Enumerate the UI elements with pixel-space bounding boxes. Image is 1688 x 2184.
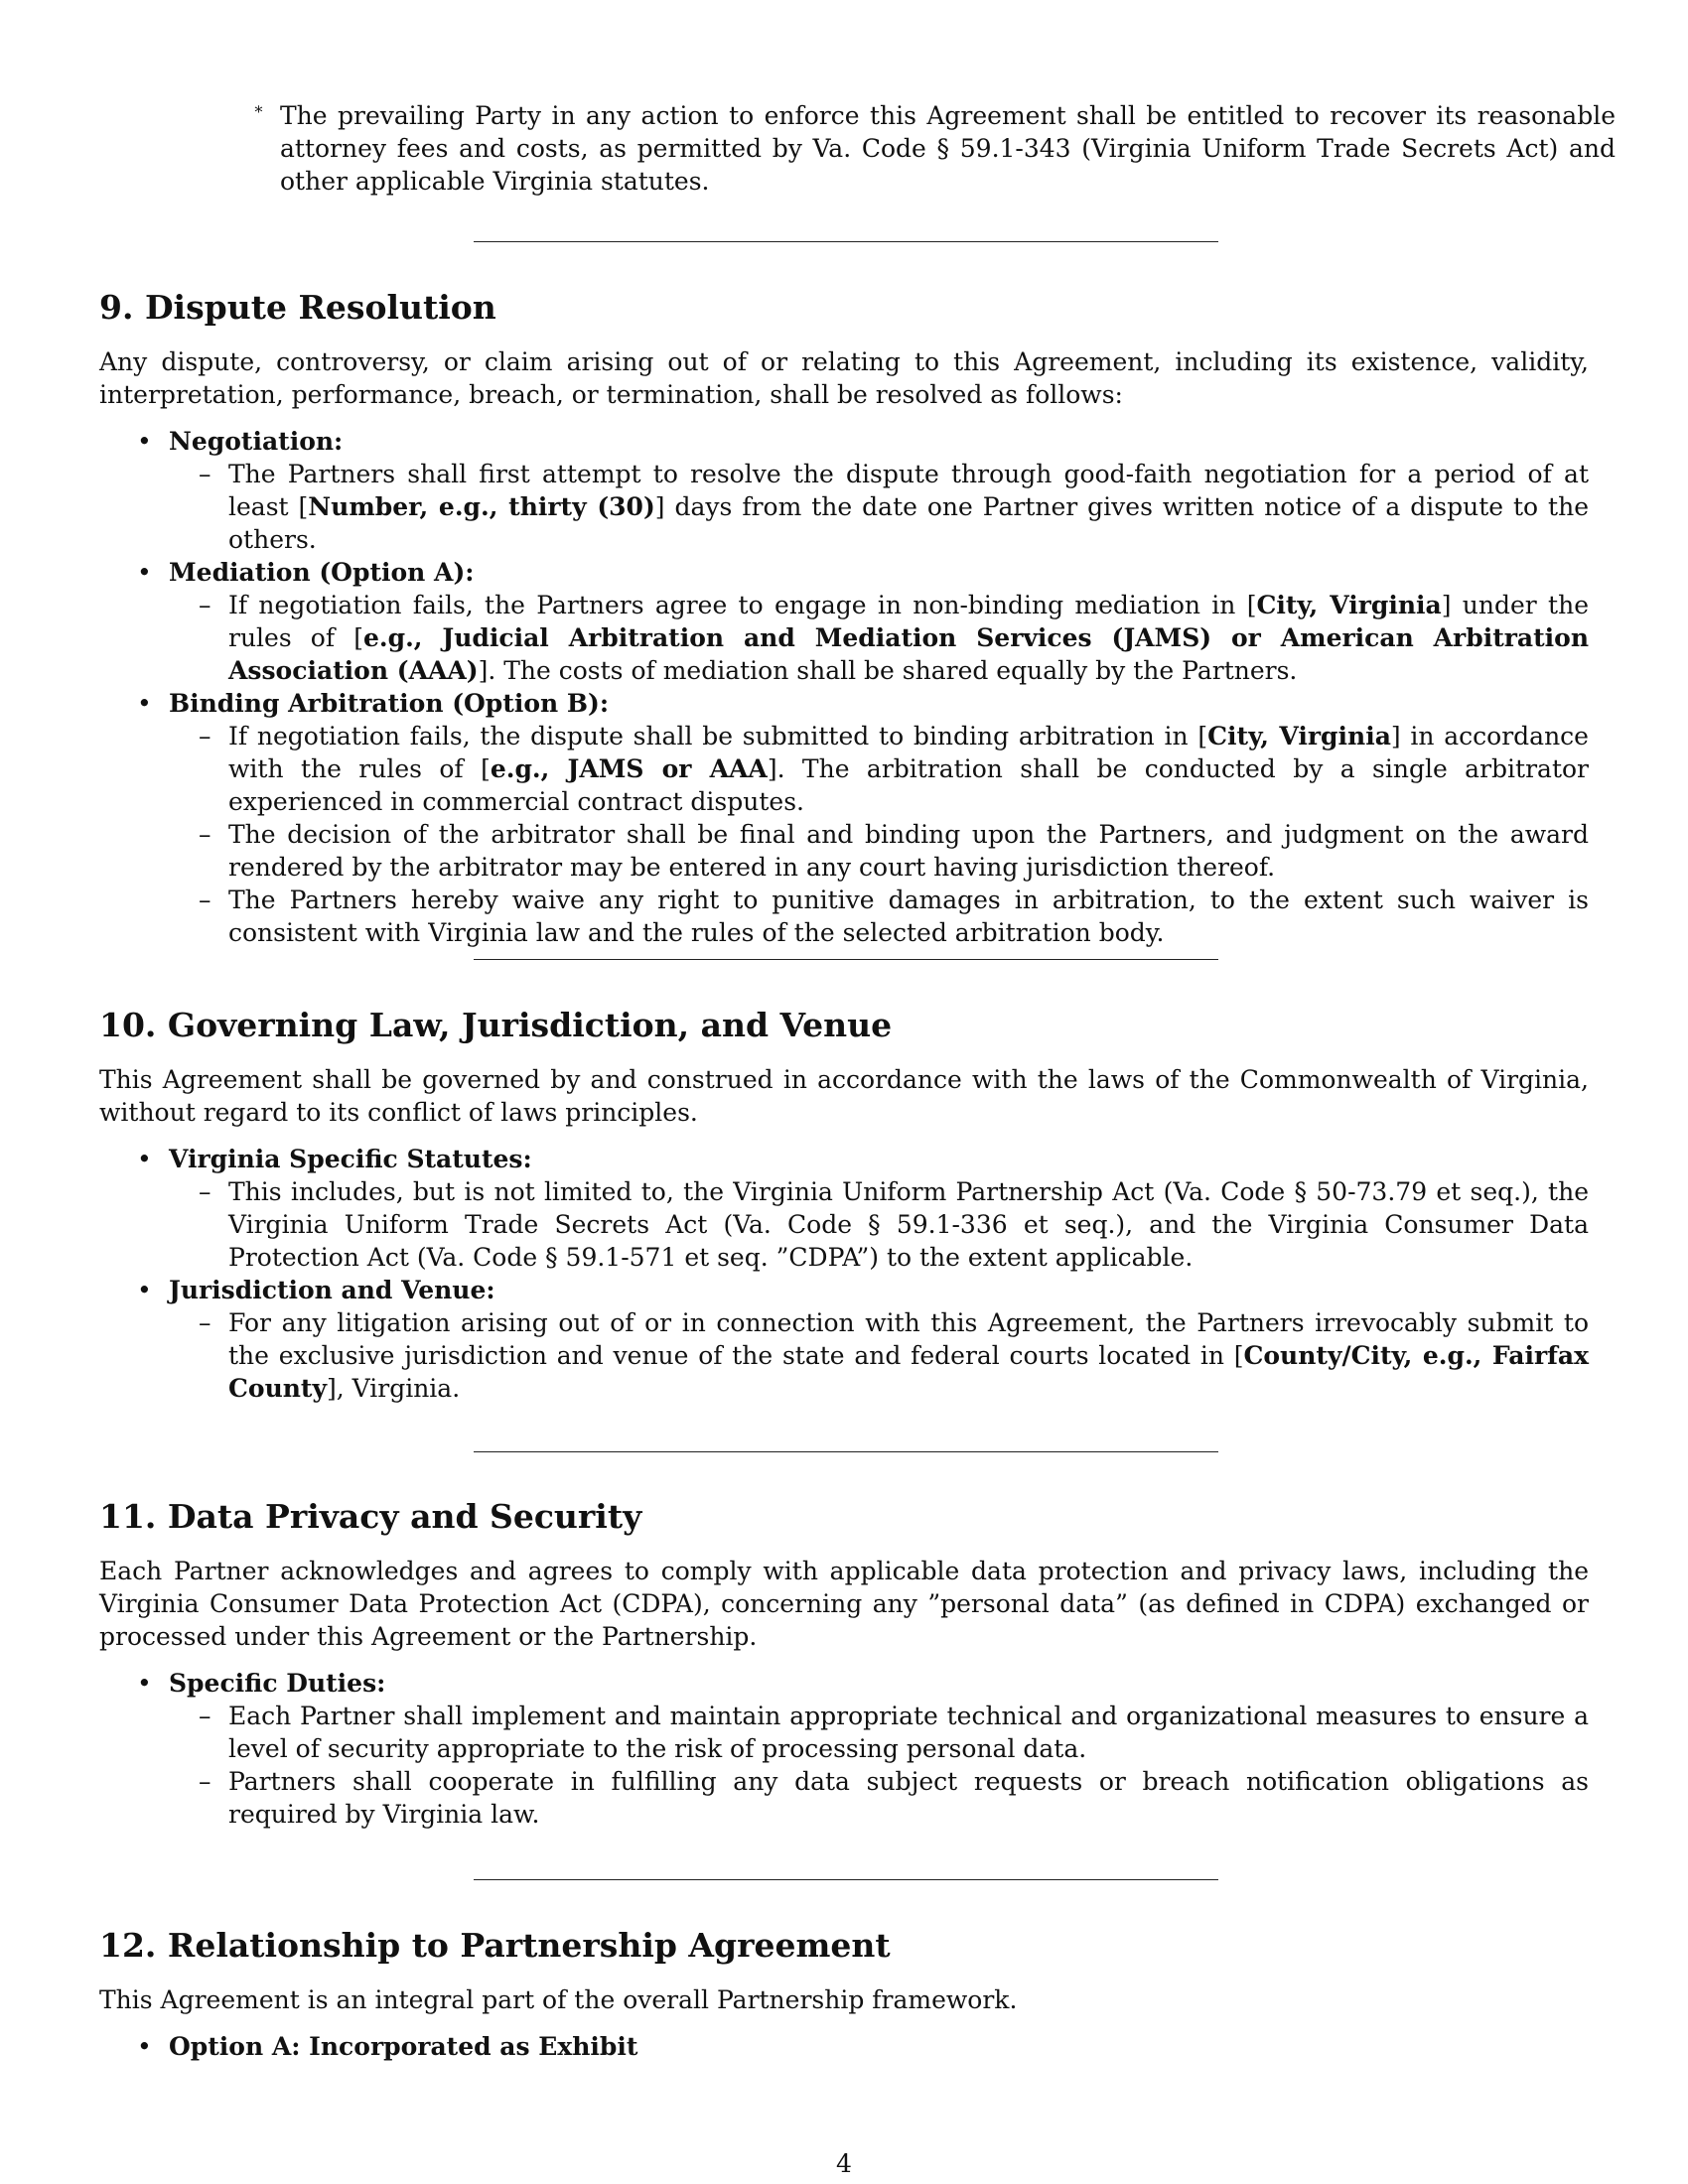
carryover-text: The prevailing Party in any action to enforce this Agreement shall be entitled to recover its reasonable attorney fees and costs, as permitted by Va. Code § 59.1-343 (Virginia Uniform Trade Secrets Act) and other applicable Virginia statutes.	[280, 101, 1616, 196]
placeholder-bold: County/City, e.g., Fairfax County	[228, 1341, 1589, 1403]
sub-item	[169, 720, 1589, 818]
list-item-venue	[99, 1274, 1589, 1405]
section-11-title: 11. Data Privacy and Security	[99, 1497, 642, 1536]
sub-item	[169, 1175, 1589, 1274]
section-12	[99, 1926, 1589, 2063]
text-run: ], Virginia.	[327, 1374, 461, 1403]
bullet-icon: •	[137, 1669, 152, 1698]
dash-icon: –	[199, 1702, 211, 1730]
section-9-title: 9. Dispute Resolution	[99, 288, 496, 327]
placeholder-bold: e.g., JAMS or AAA	[490, 754, 768, 783]
section-divider	[474, 241, 1218, 242]
text-run: If negotiation fails, the Partners agree to engage in non-binding mediation in [	[228, 591, 1257, 619]
asterisk-bullet-icon: ∗	[253, 99, 264, 118]
section-10	[99, 1006, 1589, 1405]
text-run: ] in accordance with the rules of [	[228, 722, 1589, 783]
placeholder-bold: City, Virginia	[1256, 591, 1442, 619]
list-item-mediation	[99, 556, 1589, 687]
text-run: This includes, but is not limited to, the Virginia Uniform Partnership Act (Va. Code § 50-73.79 et seq.), the Virginia Uniform Trade Secrets Act (Va. Code § 59.1-336 et seq.), and the Virginia Consumer Data Protection Act (Va. Code § 59.1-571 et seq. ”CDPA”) to the extent applicable.	[228, 1177, 1589, 1272]
text-run: ]. The costs of mediation shall be shared equally by the Partners.	[478, 656, 1298, 685]
dash-icon: –	[199, 1767, 211, 1796]
section-12-title: 12. Relationship to Partnership Agreement	[99, 1926, 891, 1965]
text-run: ]. The arbitration shall be conducted by a single arbitrator experienced in commercial contract disputes.	[228, 754, 1589, 816]
placeholder-bold: City, Virginia	[1207, 722, 1391, 751]
sub-item	[169, 1765, 1589, 1831]
sub-item	[169, 1306, 1589, 1405]
dash-icon: –	[199, 591, 211, 619]
item-label: Virginia Specific Statutes:	[169, 1145, 532, 1173]
list-item-negotiation	[99, 425, 1589, 556]
section-9-intro: Any dispute, controversy, or claim arising out of or relating to this Agreement, including its existence, validity, interpretation, performance, breach, or termination, shall be resolved as follows:	[99, 347, 1589, 409]
item-label: Jurisdiction and Venue:	[169, 1276, 495, 1304]
section-divider	[474, 959, 1218, 960]
text-run: For any litigation arising out of or in connection with this Agreement, the Partners irrevocably submit to the exclusive jurisdiction and venue of the state and federal courts located in [	[228, 1308, 1589, 1370]
item-label: Mediation (Option A):	[169, 558, 475, 587]
page-number: 4	[836, 2149, 852, 2178]
sub-item	[169, 818, 1589, 884]
dash-icon: –	[199, 886, 211, 914]
section-12-intro: This Agreement is an integral part of the overall Partnership framework.	[99, 1985, 1018, 2014]
section-10-intro: This Agreement shall be governed by and construed in accordance with the laws of the Commonwealth of Virginia, without regard to its conflict of laws principles.	[99, 1065, 1589, 1127]
text-run: If negotiation fails, the dispute shall be submitted to binding arbitration in [	[228, 722, 1208, 751]
section-11-list	[99, 1667, 1589, 1831]
section-10-list	[99, 1143, 1589, 1405]
sub-item	[169, 458, 1589, 556]
carryover-list-item	[253, 99, 1616, 198]
text-run: ] under the rules of [	[228, 591, 1589, 652]
list-item-duties	[99, 1667, 1589, 1831]
list-item-arbitration	[99, 687, 1589, 949]
section-9-list	[99, 425, 1589, 949]
bullet-icon: •	[137, 1276, 152, 1304]
placeholder-bold: Number, e.g., thirty (30)	[308, 492, 655, 521]
section-10-title: 10. Governing Law, Jurisdiction, and Venue	[99, 1006, 893, 1044]
bullet-icon: •	[137, 2032, 152, 2061]
item-label: Binding Arbitration (Option B):	[169, 689, 610, 718]
item-label: Negotiation:	[169, 427, 344, 456]
bullet-icon: •	[137, 558, 152, 587]
list-item-option-a	[99, 2030, 1589, 2063]
list-item-statutes	[99, 1143, 1589, 1274]
bullet-icon: •	[137, 427, 152, 456]
dash-icon: –	[199, 1177, 211, 1206]
sub-item	[169, 884, 1589, 949]
dash-icon: –	[199, 1308, 211, 1337]
dash-icon: –	[199, 722, 211, 751]
section-9	[99, 288, 1589, 949]
item-label: Option A: Incorporated as Exhibit	[169, 2032, 638, 2061]
section-11	[99, 1497, 1589, 1831]
section-divider	[474, 1879, 1218, 1880]
text-run: ] days from the date one Partner gives written notice of a dispute to the others.	[228, 492, 1590, 554]
text-run: Each Partner shall implement and maintain appropriate technical and organizational measures to ensure a level of security appropriate to the risk of processing personal data.	[228, 1702, 1589, 1763]
item-label: Specific Duties:	[169, 1669, 386, 1698]
bullet-icon: •	[137, 1145, 152, 1173]
placeholder-bold: e.g., Judicial Arbitration and Mediation Services (JAMS) or American Arbitration Association (AAA)	[228, 623, 1590, 685]
text-run: The Partners shall first attempt to resolve the dispute through good-faith negotiation for a period of at least [	[228, 460, 1589, 521]
document-page	[99, 0, 1616, 2184]
text-run: The Partners hereby waive any right to punitive damages in arbitration, to the extent such waiver is consistent with Virginia law and the rules of the selected arbitration body.	[228, 886, 1589, 947]
dash-icon: –	[199, 460, 211, 488]
text-run: The decision of the arbitrator shall be final and binding upon the Partners, and judgment on the award rendered by the arbitrator may be entered in any court having jurisdiction thereof.	[228, 820, 1589, 882]
section-divider	[474, 1451, 1218, 1452]
text-run: Partners shall cooperate in fulfilling any data subject requests or breach notification obligations as required by Virginia law.	[228, 1767, 1589, 1829]
sub-item	[169, 1700, 1589, 1765]
bullet-icon: •	[137, 689, 152, 718]
sub-item	[169, 589, 1589, 687]
dash-icon: –	[199, 820, 211, 849]
section-12-list	[99, 2030, 1589, 2063]
section-11-intro: Each Partner acknowledges and agrees to comply with applicable data protection and privacy laws, including the Virginia Consumer Data Protection Act (CDPA), concerning any ”personal data” (as defined in CDPA) exchanged or processed under this Agreement or the Partnership.	[99, 1557, 1589, 1651]
